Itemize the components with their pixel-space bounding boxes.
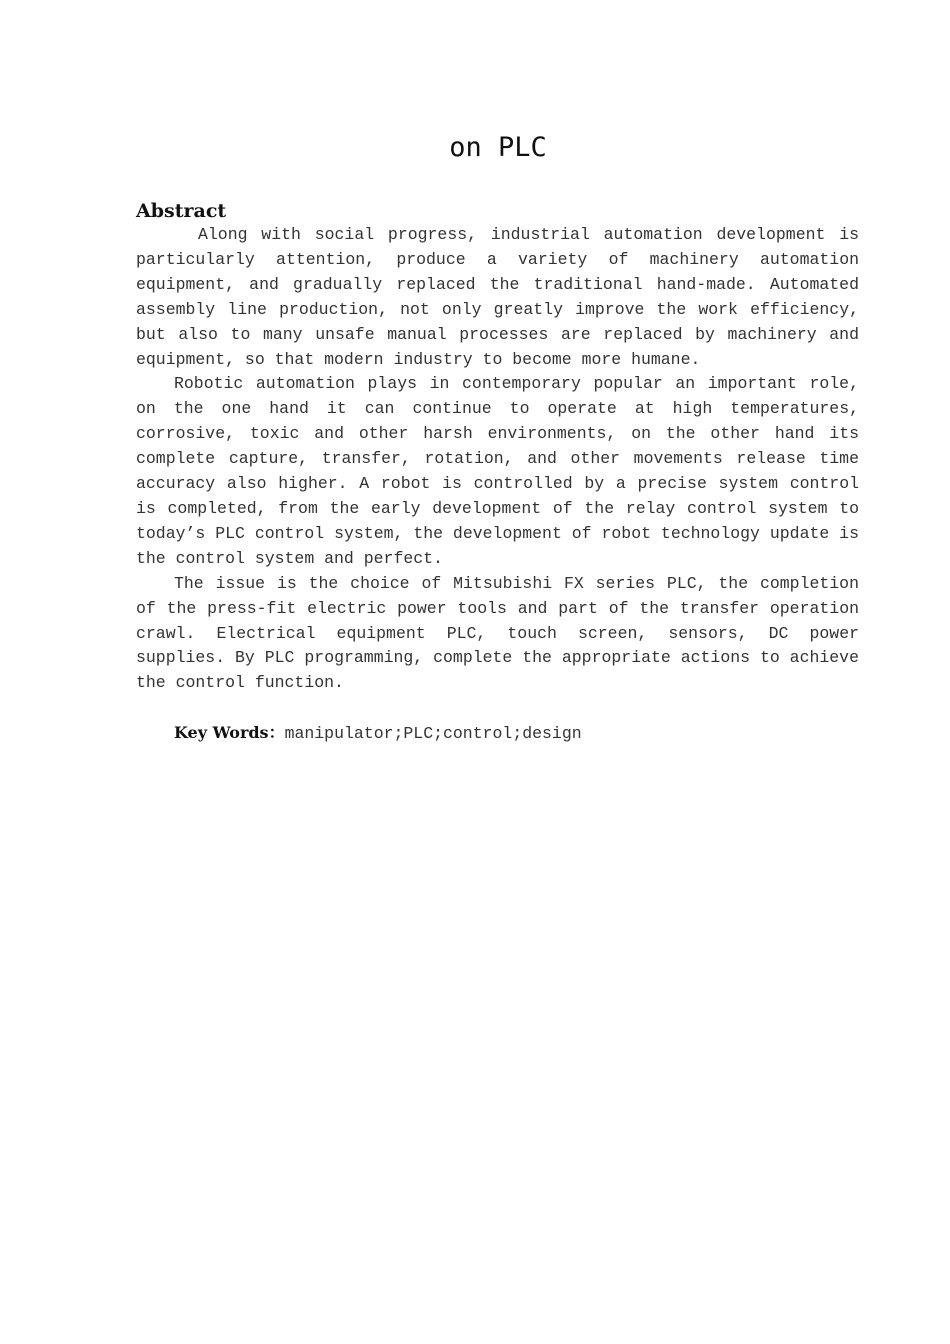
abstract-paragraph-2: Robotic automation plays in contemporary popular an important role, on the one hand it can continue to operate at high temperatures, corrosive, toxic and other harsh environments, on the other hand its complete capture, transfer, rotation, and other movements release time accuracy also higher. A robot is controlled by a precise system control is completed, from the early development of the relay control system to today’s PLC control system, the development of robot technology update is the control system and perfect. — [136, 374, 859, 568]
page-title: on PLC — [449, 132, 547, 163]
keywords-line — [174, 720, 582, 747]
keywords-label: Key Words： — [174, 723, 285, 742]
keywords-value: manipulator;PLC;control;design — [284, 724, 582, 743]
abstract-body — [136, 223, 859, 696]
abstract-paragraph-1: Along with social progress, industrial automation development is particularly attention, produce a variety of machinery automation equipment, and gradually replaced the traditional hand-made. Automated assembly line production, not only greatly improve the work efficiency, but also to many unsafe manual processes are replaced by machinery and equipment, so that modern industry to become more humane. — [136, 225, 859, 369]
abstract-paragraph-3: The issue is the choice of Mitsubishi FX series PLC, the completion of the press-fit electric power tools and part of the transfer operation crawl. Electrical equipment PLC, touch screen, sensors, DC power supplies. By PLC programming, complete the appropriate actions to achieve the control function. — [136, 573, 859, 693]
abstract-heading: Abstract — [136, 200, 227, 222]
